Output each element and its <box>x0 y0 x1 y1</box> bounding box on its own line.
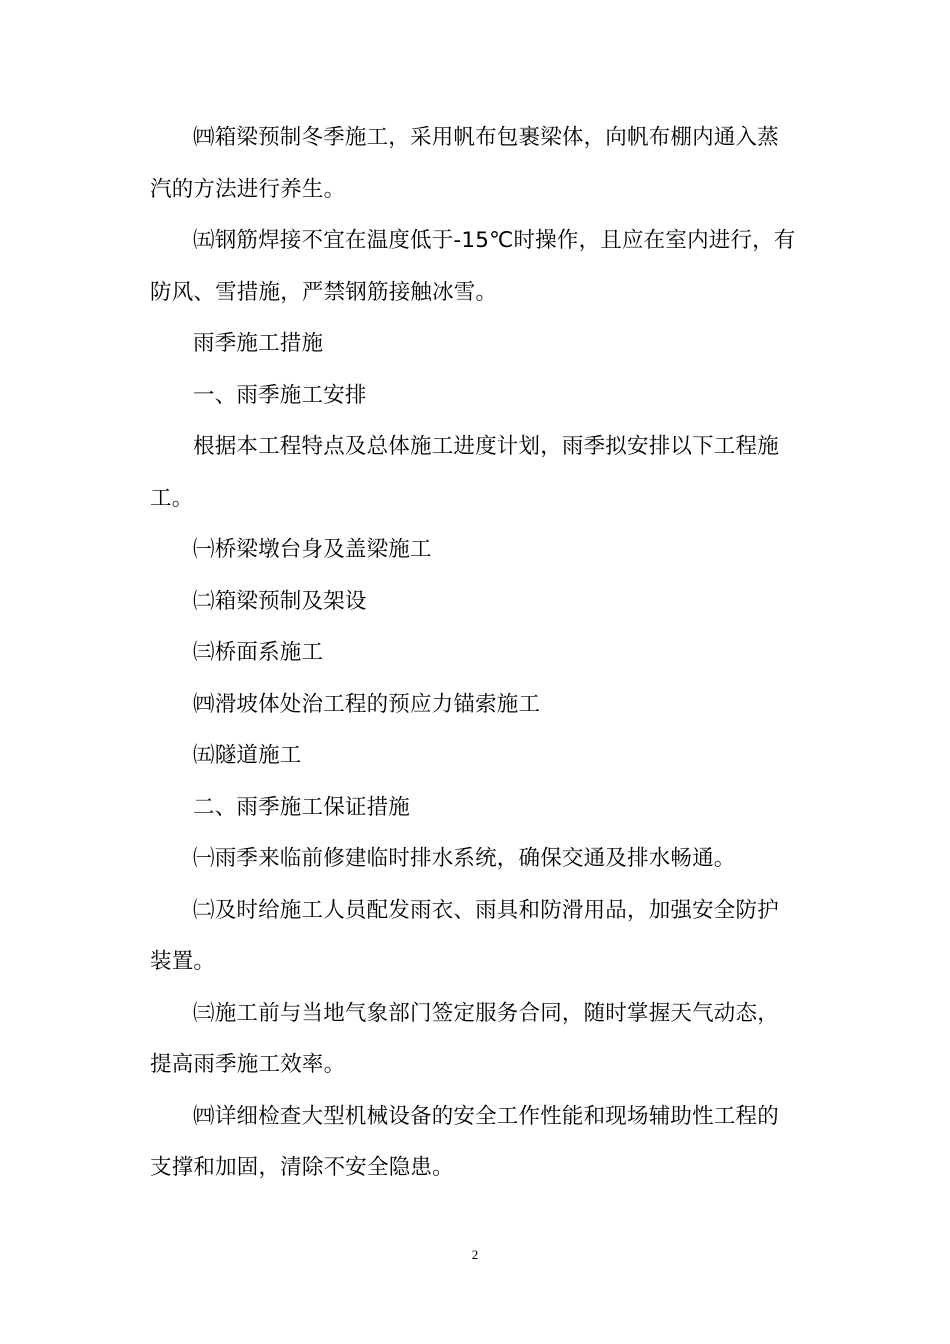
list-item-landslide-anchor: ㈣滑坡体处治工程的预应力锚索施工 <box>193 691 541 717</box>
paragraph-arrangement-intro: 根据本工程特点及总体施工进度计划，雨季拟安排以下工程施工。 <box>150 434 779 511</box>
page-number: 2 <box>471 1247 479 1262</box>
list-item-equipment-check: ㈣详细检查大型机械设备的安全工作性能和现场辅助性工程的支撑和加固，清除不安全隐患。 <box>150 1103 779 1180</box>
paragraph-winter-box-girder: ㈣箱梁预制冬季施工，采用帆布包裹梁体，向帆布棚内通入蒸汽的方法进行养生。 <box>150 125 779 202</box>
list-item-weather-contract: ㈢施工前与当地气象部门签定服务合同，随时掌握天气动态，提高雨季施工效率。 <box>150 1000 779 1077</box>
list-item-tunnel: ㈤隧道施工 <box>193 743 302 768</box>
list-item-box-girder: ㈡箱梁预制及架设 <box>193 588 367 614</box>
list-item-rain-gear: ㈡及时给施工人员配发雨衣、雨具和防滑用品，加强安全防护装置。 <box>150 897 779 974</box>
document-body <box>150 112 800 1194</box>
subsection-heading-measures: 二、雨季施工保证措施 <box>193 794 411 820</box>
list-item-drainage: ㈠雨季来临前修建临时排水系统，确保交通及排水畅通。 <box>193 846 736 871</box>
subsection-heading-arrangement: 一、雨季施工安排 <box>193 382 367 408</box>
paragraph-winter-welding: ㈤钢筋焊接不宜在温度低于-15℃时操作，且应在室内进行，有防风、雪措施，严禁钢筋接触冰雪。 <box>150 228 796 305</box>
section-heading-rainy-season: 雨季施工措施 <box>193 331 324 356</box>
list-item-pier-construction: ㈠桥梁墩台身及盖梁施工 <box>193 537 432 562</box>
list-item-deck-system: ㈢桥面系施工 <box>193 640 324 665</box>
